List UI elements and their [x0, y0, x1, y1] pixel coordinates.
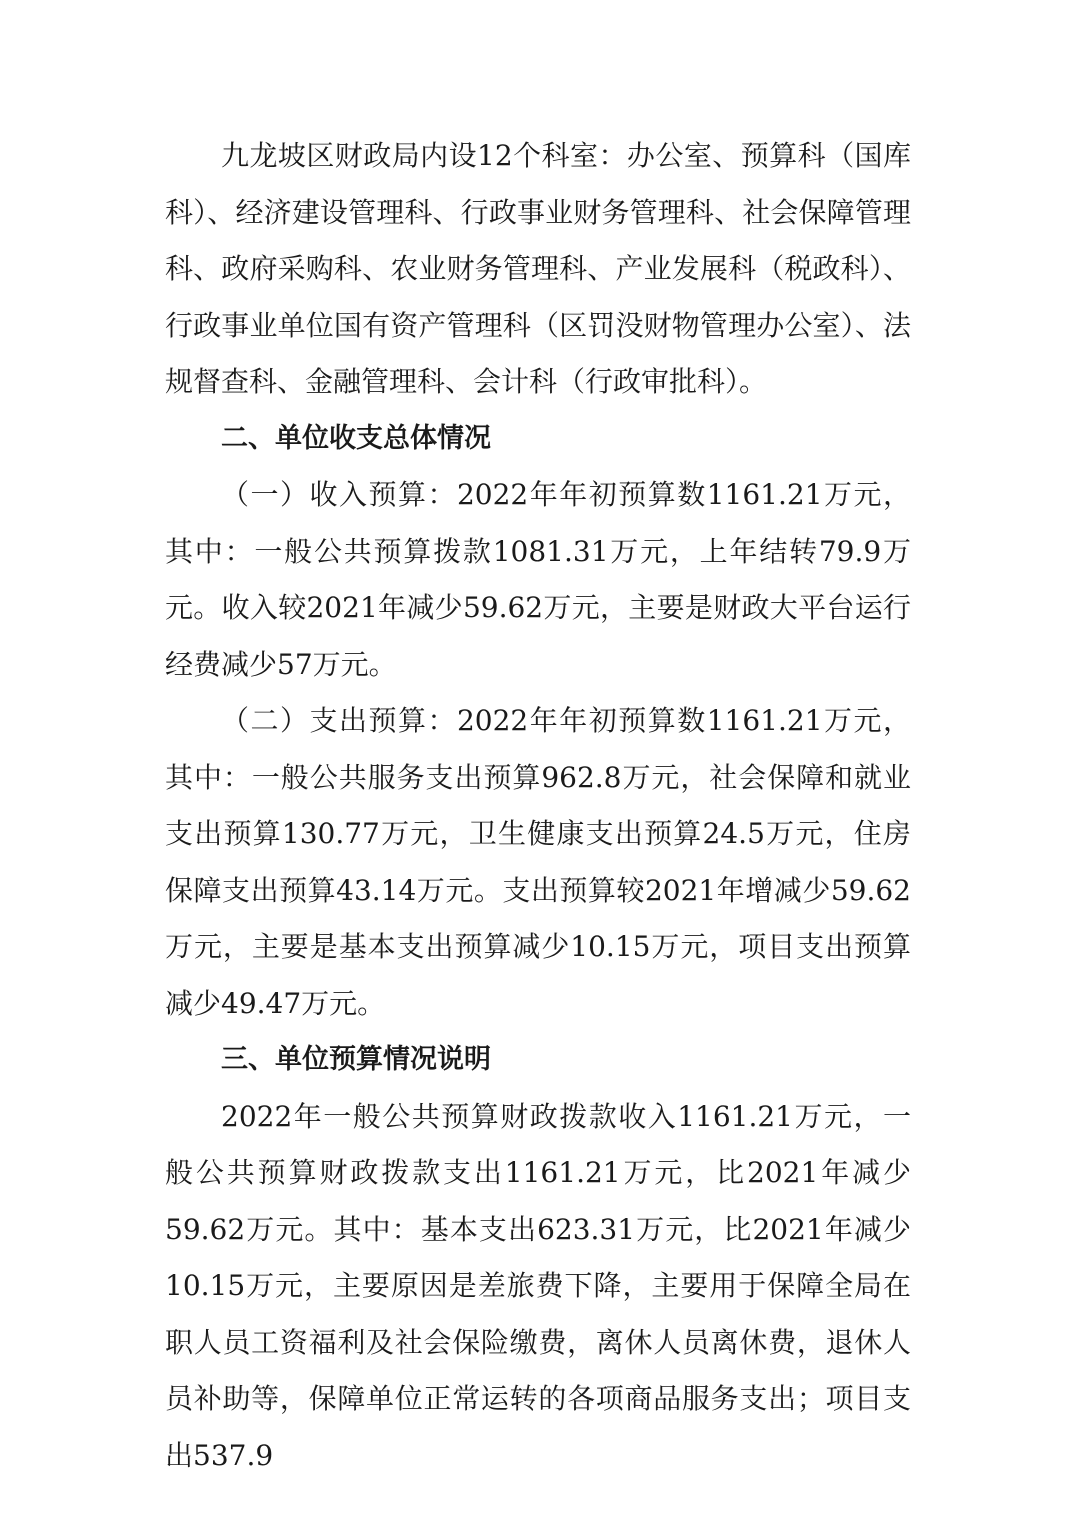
income-budget-paragraph	[165, 467, 911, 693]
expenditure-budget-paragraph	[165, 693, 911, 1032]
income-budget-text: 2022年年初预算数1161.21万元，其中：一般公共预算拨款1081.31万元，上年结转79.9万元。收入较2021年减少59.62万元，主要是财政大平台运行经费减少57万元。	[165, 478, 911, 681]
expenditure-budget-text: 2022年年初预算数1161.21万元，其中：一般公共服务支出预算962.8万元，社会保障和就业支出预算130.77万元，卫生健康支出预算24.5万元，住房保障支出预算43.14万元。支出预算较2021年增减少59.62万元，主要是基本支出预算减少10.15万元，项目支出预算减少49.47万元。	[165, 704, 911, 1020]
income-budget-label: （一）收入预算：	[221, 478, 457, 511]
section-heading-budget-explanation: 三、单位预算情况说明	[221, 1044, 491, 1075]
departments-paragraph: 九龙坡区财政局内设12个科室：办公室、预算科（国库科）、经济建设管理科、行政事业财务管理科、社会保障管理科、政府采购科、农业财务管理科、产业发展科（税政科）、行政事业单位国有资产管理科（区罚没财物管理办公室）、法规督查科、金融管理科、会计科（行政审批科）。	[165, 139, 911, 398]
expenditure-budget-label: （二）支出预算：	[221, 704, 457, 737]
document-page	[165, 128, 911, 1484]
budget-explanation-paragraph: 2022年一般公共预算财政拨款收入1161.21万元，一般公共预算财政拨款支出1161.21万元，比2021年减少59.62万元。其中：基本支出623.31万元，比2021年减少10.15万元，主要原因是差旅费下降，主要用于保障全局在职人员工资福利及社会保险缴费，离休人员离休费，退休人员补助等，保障单位正常运转的各项商品服务支出；项目支出537.9	[165, 1099, 911, 1472]
section-heading-overview: 二、单位收支总体情况	[221, 422, 491, 454]
